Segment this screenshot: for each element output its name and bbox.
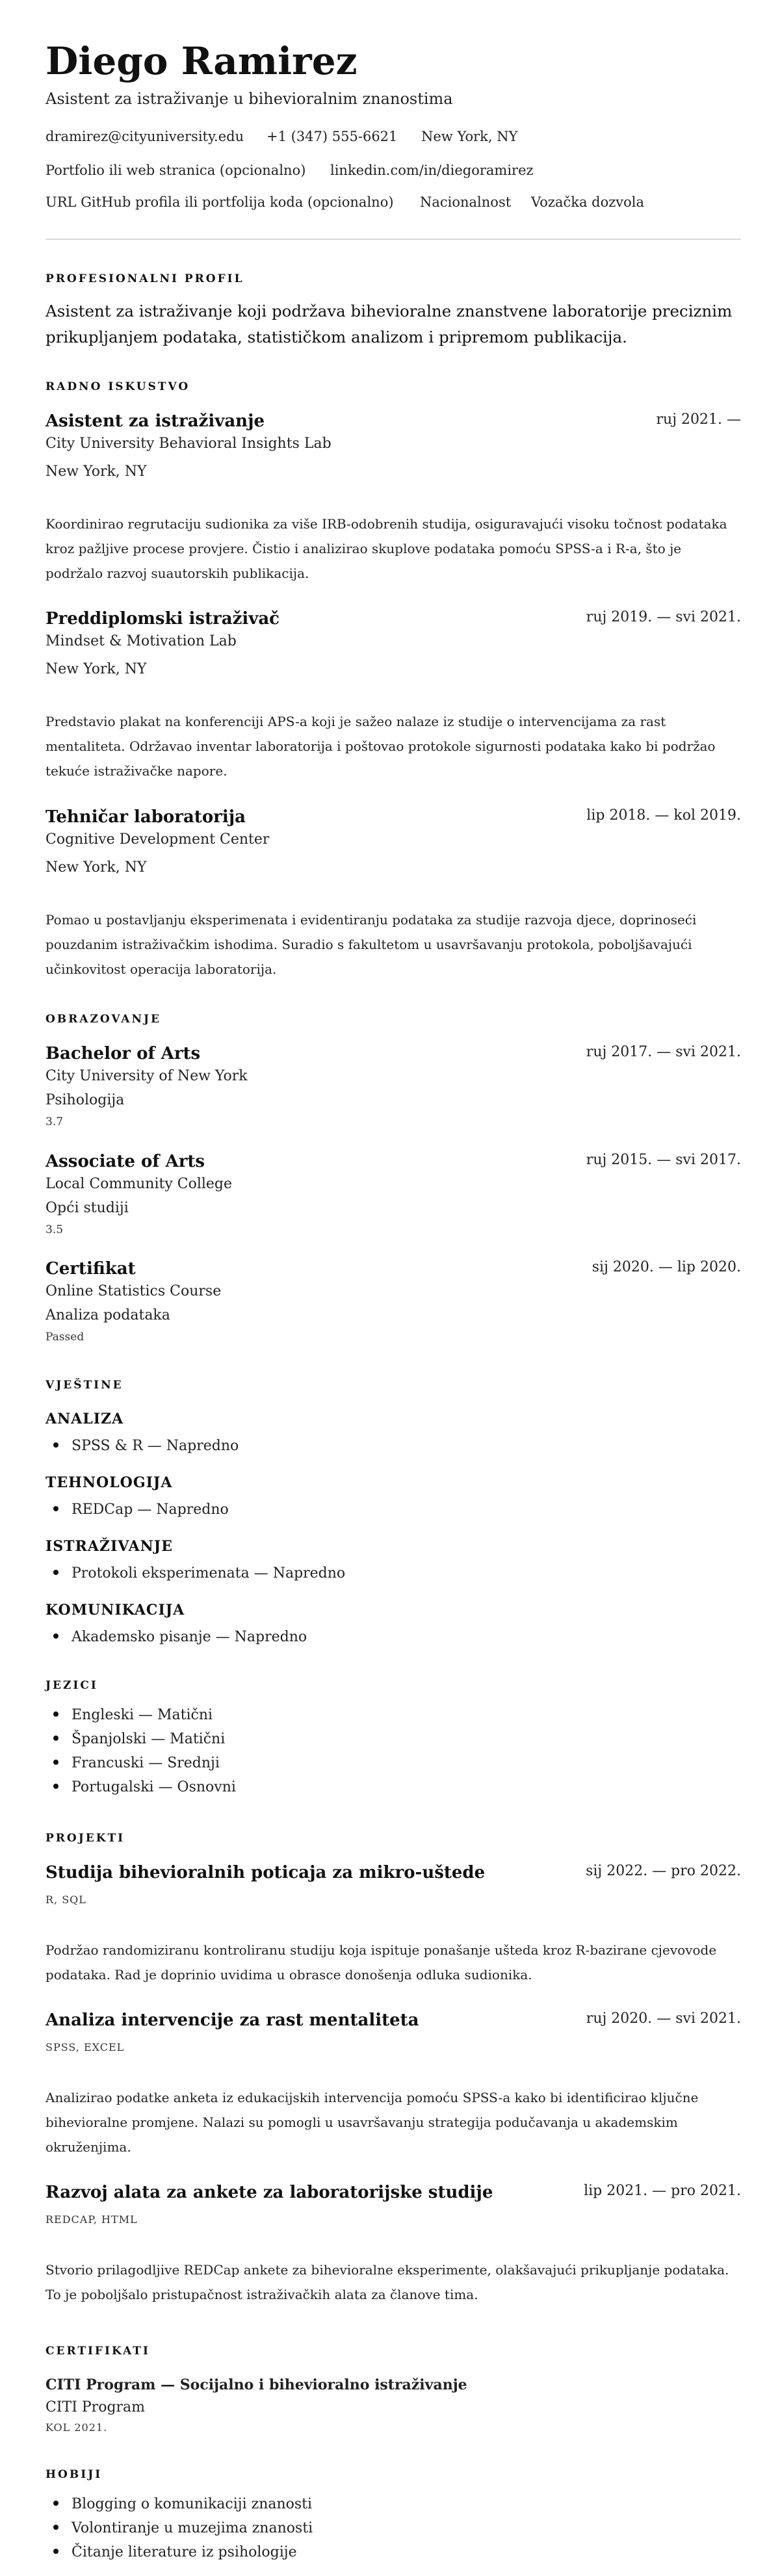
project-date: ruj 2020. — svi 2021. bbox=[586, 2010, 741, 2027]
project-title: Analiza intervencije za rast mentaliteta bbox=[46, 2010, 419, 2030]
section-heading-projects: PROJEKTI bbox=[46, 1832, 125, 1845]
job-organization: Cognitive Development Center bbox=[46, 831, 270, 848]
hobby-item: Čitanje literature iz psihologije bbox=[46, 2544, 297, 2560]
school-name: Online Statistics Course bbox=[46, 1283, 222, 1299]
job-description: Predstavio plakat na konferenciji APS-a koji je sažeo nalaze iz studije o intervencijama za rast mentaliteta. Održavao inventar laboratorija i poštovao protokole sigurnosti podataka kako bi podržao tekuće istraživačke napore. bbox=[46, 714, 716, 779]
project-title: Razvoj alata za ankete za laboratorijske studije bbox=[46, 2183, 493, 2202]
degree-date: ruj 2017. — svi 2021. bbox=[586, 1044, 741, 1060]
hobby-item: Blogging o komunikaciji znanosti bbox=[46, 2496, 312, 2512]
certificate-title: CITI Program — Socijalno i bihevioralno istraživanje bbox=[46, 2376, 467, 2393]
bullet-icon bbox=[53, 1711, 58, 1717]
degree-date: sij 2020. — lip 2020. bbox=[592, 1259, 741, 1275]
bullet-icon bbox=[53, 1784, 58, 1789]
project-tech: SPSS, EXCEL bbox=[46, 2041, 125, 2053]
job-title: Asistent za istraživanje bbox=[46, 411, 265, 431]
degree-title: Bachelor of Arts bbox=[46, 1044, 201, 1063]
bullet-icon bbox=[53, 1760, 58, 1765]
hobby-item: Volontiranje u muzejima znanosti bbox=[46, 2520, 313, 2536]
section-heading-education: OBRAZOVANJE bbox=[46, 1013, 162, 1026]
skill-item: Protokoli eksperimenata — Napredno bbox=[46, 1565, 345, 1581]
section-heading-skills: VJEŠTINE bbox=[46, 1379, 124, 1392]
project-description: Podržao randomiziranu kontroliranu studiju koja ispituje ponašanje ušteda kroz R-bazirane cjevovode podataka. Rad je doprinio uvidima u obrasce donošenja odluka sudionika. bbox=[46, 1942, 717, 1983]
job-description: Pomao u postavljanju eksperimenata i evidentiranju podataka za studije razvoja djece, doprinoseći pouzdanim istraživačkim ishodima. Suradio s fakultetom u usavršavanju protokola, poboljšavajući učinkovitost operacija laboratorija. bbox=[46, 912, 697, 977]
contact-nationality: Nacionalnost bbox=[420, 194, 512, 210]
job-location: New York, NY bbox=[46, 859, 147, 876]
job-organization: Mindset & Motivation Lab bbox=[46, 633, 237, 649]
degree-title: Associate of Arts bbox=[46, 1152, 205, 1171]
section-heading-profile: PROFESIONALNI PROFIL bbox=[46, 272, 244, 285]
contact-phone: +1 (347) 555-6621 bbox=[266, 129, 398, 144]
candidate-tagline: Asistent za istraživanje u bihevioralnim znanostima bbox=[46, 90, 453, 108]
job-title: Preddiplomski istraživač bbox=[46, 609, 280, 629]
project-tech: REDCAP, HTML bbox=[46, 2213, 138, 2226]
section-heading-experience: RADNO ISKUSTVO bbox=[46, 380, 190, 393]
bullet-icon bbox=[53, 2501, 58, 2506]
job-date: ruj 2021. — bbox=[656, 411, 741, 428]
school-name: Local Community College bbox=[46, 1176, 233, 1192]
profile-summary: Asistent za istraživanje koji podržava bihevioralne znanstvene laboratorije preciznim prikupljanjem podataka, statističkom analizom i pripremom publikacija. bbox=[46, 302, 733, 346]
grade: Passed bbox=[46, 1331, 84, 1344]
field-of-study: Psihologija bbox=[46, 1092, 125, 1108]
school-name: City University of New York bbox=[46, 1068, 248, 1084]
project-description: Stvorio prilagodljive REDCap ankete za bihevioralne eksperimente, olakšavajući prikupljanje podataka. To je poboljšalo pristupačnost istraživačkih alata za članove tima. bbox=[46, 2262, 729, 2302]
language-item: Engleski — Matični bbox=[46, 1707, 213, 1723]
bullet-icon bbox=[53, 2549, 58, 2554]
project-title: Studija bihevioralnih poticaja za mikro-uštede bbox=[46, 1863, 486, 1882]
job-description: Koordinirao regrutaciju sudionika za više IRB-odobrenih studija, osiguravajući visoku točnost podataka kroz pažljive procese provjere. Čistio i analizirao skuplove podataka pomoću SPSS-a i R-a, što je podržalo razvoj suautorskih publikacija. bbox=[46, 516, 727, 581]
skill-group-name: KOMUNIKACIJA bbox=[46, 1602, 185, 1619]
section-heading-hobbies: HOBIJI bbox=[46, 2468, 103, 2481]
certificate-date: KOL 2021. bbox=[46, 2421, 108, 2434]
job-date: ruj 2019. — svi 2021. bbox=[586, 609, 741, 625]
job-title: Tehničar laboratorija bbox=[46, 807, 246, 827]
bullet-icon bbox=[53, 1633, 58, 1639]
language-item: Portugalski — Osnovni bbox=[46, 1779, 236, 1795]
contact-location: New York, NY bbox=[421, 129, 518, 144]
bullet-icon bbox=[53, 1736, 58, 1741]
project-description: Analizirao podatke anketa iz edukacijskih intervencija pomoću SPSS-a kako bi identificirao ključne bihevioralne promjene. Nalazi su pomogli u usavršavanju strategija podučavanja u akademskim okruženjima. bbox=[46, 2090, 699, 2155]
grade: 3.7 bbox=[46, 1115, 64, 1128]
job-location: New York, NY bbox=[46, 463, 147, 480]
degree-title: Certifikat bbox=[46, 1259, 136, 1279]
language-item: Španjolski — Matični bbox=[46, 1731, 225, 1747]
skill-item: Akademsko pisanje — Napredno bbox=[46, 1629, 307, 1645]
grade: 3.5 bbox=[46, 1223, 64, 1236]
contact-email[interactable]: dramirez@cityuniversity.edu bbox=[46, 129, 244, 144]
field-of-study: Opći studiji bbox=[46, 1200, 129, 1216]
certificate-issuer: CITI Program bbox=[46, 2399, 146, 2415]
contact-portfolio[interactable]: Portfolio ili web stranica (opcionalno) bbox=[46, 163, 306, 178]
bullet-icon bbox=[53, 1442, 58, 1448]
header-divider bbox=[46, 239, 741, 240]
bullet-icon bbox=[53, 2525, 58, 2530]
project-date: sij 2022. — pro 2022. bbox=[586, 1863, 741, 1879]
skill-group-name: ISTRAŽIVANJE bbox=[46, 1538, 173, 1555]
section-heading-languages: JEZICI bbox=[46, 1679, 98, 1692]
skill-item: REDCap — Napredno bbox=[46, 1502, 229, 1518]
contact-linkedin[interactable]: linkedin.com/in/diegoramirez bbox=[330, 163, 534, 178]
job-location: New York, NY bbox=[46, 661, 147, 677]
candidate-name: Diego Ramirez bbox=[46, 39, 358, 83]
project-tech: R, SQL bbox=[46, 1893, 86, 1906]
job-organization: City University Behavioral Insights Lab bbox=[46, 436, 332, 452]
project-date: lip 2021. — pro 2021. bbox=[584, 2183, 741, 2199]
skill-group-name: ANALIZA bbox=[46, 1411, 124, 1427]
contact-github[interactable]: URL GitHub profila ili portfolija koda (opcionalno) bbox=[46, 194, 394, 210]
skill-group-name: TEHNOLOGIJA bbox=[46, 1474, 173, 1491]
field-of-study: Analiza podataka bbox=[46, 1307, 170, 1323]
bullet-icon bbox=[53, 1570, 58, 1575]
section-heading-certificates: CERTIFIKATI bbox=[46, 2345, 150, 2358]
skill-item: SPSS & R — Napredno bbox=[46, 1438, 239, 1454]
language-item: Francuski — Srednji bbox=[46, 1755, 220, 1771]
contact-license: Vozačka dozvola bbox=[531, 194, 645, 210]
job-date: lip 2018. — kol 2019. bbox=[586, 807, 741, 824]
bullet-icon bbox=[53, 1506, 58, 1511]
degree-date: ruj 2015. — svi 2017. bbox=[586, 1152, 741, 1168]
